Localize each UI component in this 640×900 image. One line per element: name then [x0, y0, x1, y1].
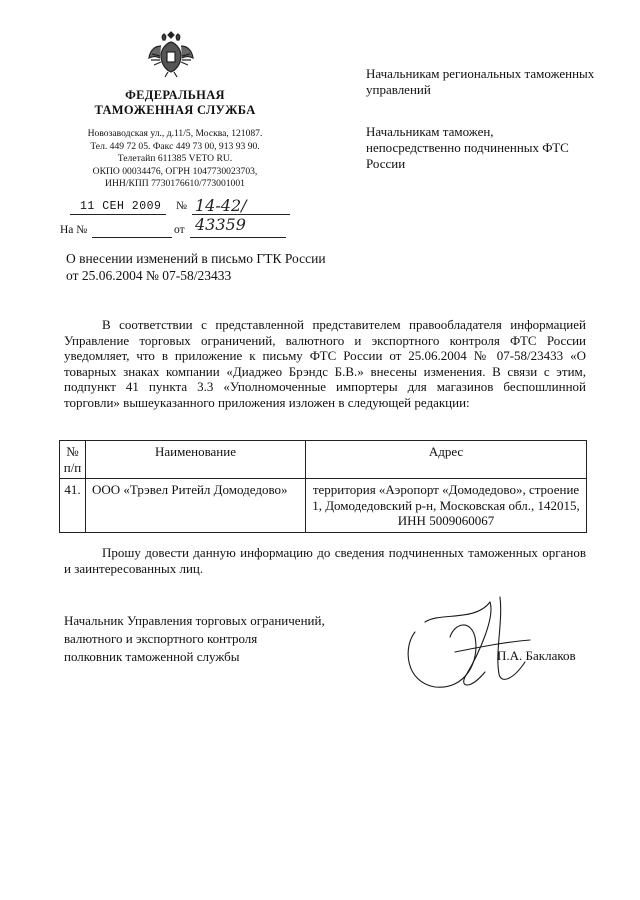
- row-number: 41.: [60, 479, 86, 533]
- number-underline: [192, 214, 290, 215]
- russian-coat-of-arms-icon: [148, 30, 194, 78]
- registration-date: 11 СЕН 2009: [80, 200, 162, 213]
- table-row: [60, 479, 587, 533]
- date-underline: [70, 214, 166, 215]
- column-header-address: Адрес: [306, 441, 587, 479]
- signatory-title-line2: валютного и экспортного контроля: [64, 631, 258, 646]
- table-header-row: [60, 441, 587, 479]
- reference-number-blank: [92, 237, 172, 238]
- column-header-name: Наименование: [86, 441, 306, 479]
- recipient-regional: Начальникам региональных таможенных управлений: [366, 66, 595, 97]
- organization-name-line2: ТАМОЖЕННАЯ СЛУЖБА: [94, 103, 256, 117]
- recipient-customs: Начальникам таможен, непосредственно подчиненных ФТС России: [366, 124, 569, 171]
- row-name: ООО «Трэвел Ритейл Домодедово»: [86, 479, 306, 533]
- reference-line: [60, 224, 300, 240]
- organization-name-line1: ФЕДЕРАЛЬНАЯ: [125, 88, 225, 102]
- organization-name: [60, 88, 290, 118]
- letter-body: В соответствии с представленной представителем правообладателя информацией Управление торговых ограничений, валютного и экспортного контроля ФТС России уведомляет, что в приложение к письму ФТС России от 25.06.2004 № 07-58/23433 «О товарных знаках компании «Диаджео Брэндс Б.В.» внесены изменения. В связи с этим, подпункт 41 пункта 3.3 «Уполномоченные импортеры для магазинов беспошлинной торговли» вышеуказанного приложения изложен в следующей редакции:: [64, 317, 586, 410]
- letter-subject: О внесении изменений в письмо ГТК России от 25.06.2004 № 07-58/23433: [66, 251, 326, 283]
- signatory-title-line1: Начальник Управления торговых ограничений,: [64, 613, 325, 628]
- importers-table: [59, 440, 587, 533]
- reference-date-label: от: [174, 224, 185, 236]
- row-address: территория «Аэропорт «Домодедово», строение 1, Домодедовский р-н, Московская обл., 142015, ИНН 5009060067: [306, 479, 587, 533]
- address-line: Новозаводская ул., д.11/5, Москва, 121087.: [87, 128, 263, 139]
- okpo-line: ОКПО 00034476, ОГРН 1047730023703,: [92, 165, 258, 177]
- signatory-name: П.А. Баклаков: [497, 648, 576, 663]
- registration-number-sign: №: [176, 200, 187, 212]
- teletype-line: Телетайп 611385 VETO RU.: [117, 153, 233, 165]
- signatory-title-line3: полковник таможенной службы: [64, 649, 240, 664]
- column-header-number: № п/п: [60, 441, 86, 479]
- closing-paragraph: Прошу довести данную информацию до сведения подчиненных таможенных органов и заинтересованных лиц.: [64, 545, 586, 576]
- inn-line: ИНН/КПП 7730176610/773001001: [105, 178, 245, 190]
- phone-line: Тел. 449 72 05. Факс 449 73 00, 913 93 90.: [90, 140, 260, 152]
- signatory-title: [64, 612, 394, 666]
- reference-date-blank: [190, 237, 286, 238]
- reference-number-label: На №: [60, 224, 88, 236]
- organization-details: [60, 128, 290, 191]
- registration-number: 14-42/ 43359: [195, 196, 247, 234]
- handwritten-signature: [395, 592, 535, 697]
